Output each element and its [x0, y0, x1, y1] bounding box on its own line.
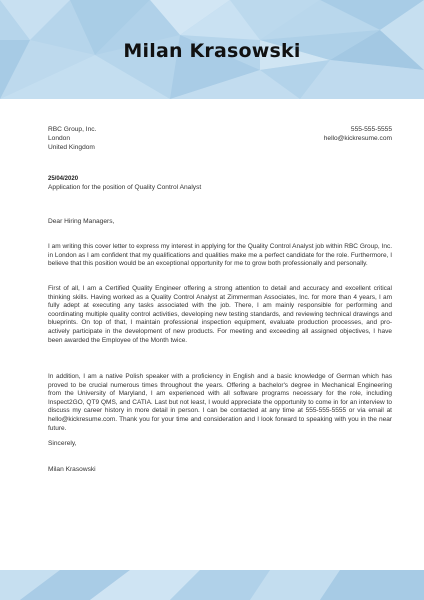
salutation: Dear Hiring Managers, — [48, 218, 115, 225]
recipient-address — [48, 125, 96, 153]
letter-subject: Application for the position of Quality Control Analyst — [48, 184, 202, 191]
recipient-country: United Kingdom — [48, 144, 95, 152]
body-paragraph-1: I am writing this cover letter to express my interest in applying for the Quality Control Analyst job within RBC Group, Inc. in London as I am confident that my qualifications and qualities make me a perfect candidate for the role. Furthermore, I believe that this position would be an exceptional opportunity for me to grow both professionally and personally. — [48, 243, 392, 268]
contact-info — [324, 125, 392, 143]
signature-name: Milan Krasowski — [48, 466, 96, 473]
letter-date: 25/04/2020 — [48, 176, 79, 182]
closing: Sincerely, — [48, 440, 77, 447]
recipient-company: RBC Group, Inc. — [48, 126, 97, 133]
applicant-name: Milan Krasowski — [123, 40, 301, 62]
header-banner — [0, 0, 424, 99]
footer-banner — [0, 570, 424, 600]
contact-phone: 555-555-5555 — [350, 126, 392, 133]
body-paragraph-2: First of all, I am a Certified Quality Engineer offering a strong attention to detail and accuracy and excellent critical thinking skills. Having worked as a Quality Control Analyst at Zimmerman Associates, Inc. for more than 4 years, I am fully adept at executing any tasks associated with the job. There, I am mainly responsible for performing and coordinating multiple quality control activities, developing new testing standards, and reviewing technical drawings and blueprints. On top of that, I maintain professional inspection equipment, evaluate production processes, and pro-actively participate in the development of new products. For meeting and exceeding all assigned objectives, I have been awarded the Employee of the Month twice. — [48, 285, 392, 344]
footer-pattern — [0, 570, 424, 600]
body-paragraph-3: In addition, I am a native Polish speaker with a proficiency in English and a basic knowledge of German which has proved to be crucial numerous times throughout the years. Offering a bachelor's degree in Mechanical Engineering from the University of Maryland, I am experienced with all software programs necessary for the role, including Inspect2GO, QT9 QMS, and CATIA. Last but not least, I would appreciate the opportunity to come in for an interview to discuss my career history in more detail in person. I can be contacted at any time at 555-555-5555 or via email at hello@kickresume.com. Thank you for your time and consideration and I look forward to speaking with you in the near future. — [48, 373, 392, 432]
contact-email: hello@kickresume.com — [323, 135, 392, 143]
recipient-city: London — [48, 135, 71, 143]
